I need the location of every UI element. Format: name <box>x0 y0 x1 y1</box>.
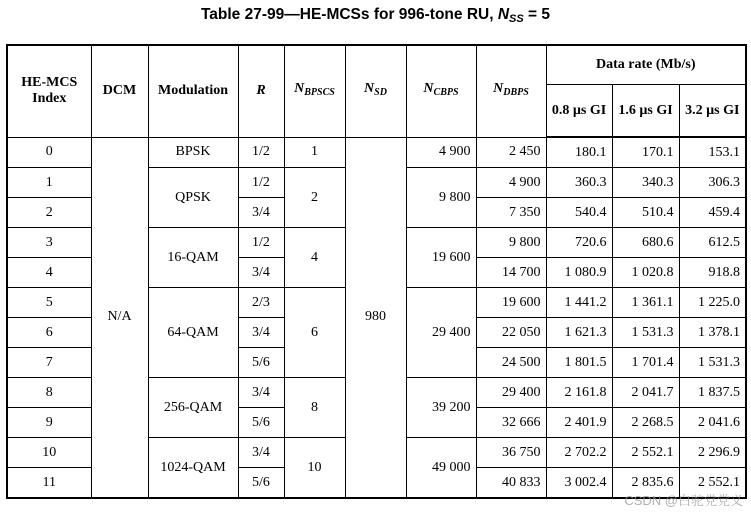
mcs-index: 10 <box>7 438 91 468</box>
table-header <box>7 45 746 137</box>
modulation-cell: 256-QAM <box>148 378 238 438</box>
nbpscs-cell: 4 <box>284 228 345 288</box>
modulation-cell: BPSK <box>148 137 238 168</box>
rate-gi-32: 306.3 <box>679 168 746 198</box>
rate-gi-08: 3 002.4 <box>546 468 612 499</box>
rate-gi-32: 2 552.1 <box>679 468 746 499</box>
rate-gi-32: 2 296.9 <box>679 438 746 468</box>
rate-gi-08: 1 801.5 <box>546 348 612 378</box>
nbpscs-cell: 10 <box>284 438 345 499</box>
mcs-index: 3 <box>7 228 91 258</box>
header-ncbps: $N_{CBPS}$ <box>406 45 476 137</box>
ndbps-cell: 36 750 <box>476 438 546 468</box>
ncbps-cell: 49 000 <box>406 438 476 499</box>
nbpscs-cell: 2 <box>284 168 345 228</box>
rate-gi-16: 170.1 <box>612 137 679 168</box>
rate-gi-08: 1 080.9 <box>546 258 612 288</box>
rate-gi-08: 1 621.3 <box>546 318 612 348</box>
table-row <box>7 137 746 168</box>
mcs-index: 5 <box>7 288 91 318</box>
header-dcm: DCM <box>91 45 148 137</box>
rate-gi-32: 459.4 <box>679 198 746 228</box>
mcs-index: 7 <box>7 348 91 378</box>
header-gi-32: 3.2 µs GI <box>679 85 746 138</box>
dcm-cell: N/A <box>91 137 148 498</box>
caption-prefix: Table 27-99—HE-MCSs for 996-tone RU, <box>200 6 498 23</box>
header-gi-08: 0.8 µs GI <box>546 85 612 138</box>
rate-gi-08: 540.4 <box>546 198 612 228</box>
header-ndbps: $N_{DBPS}$ <box>476 45 546 137</box>
ndbps-cell: 24 500 <box>476 348 546 378</box>
rate-gi-08: 2 702.2 <box>546 438 612 468</box>
rate-cell: 3/4 <box>238 258 284 288</box>
rate-cell: 3/4 <box>238 318 284 348</box>
modulation-cell: QPSK <box>148 168 238 228</box>
rate-cell: 1/2 <box>238 137 284 168</box>
modulation-cell: 1024-QAM <box>148 438 238 499</box>
rate-gi-16: 1 701.4 <box>612 348 679 378</box>
rate-gi-16: 2 041.7 <box>612 378 679 408</box>
rate-gi-32: 1 378.1 <box>679 318 746 348</box>
ndbps-cell: 2 450 <box>476 137 546 168</box>
rate-gi-32: 2 041.6 <box>679 408 746 438</box>
nbpscs-cell: 1 <box>284 137 345 168</box>
ndbps-cell: 19 600 <box>476 288 546 318</box>
rate-cell: 2/3 <box>238 288 284 318</box>
rate-gi-16: 2 835.6 <box>612 468 679 499</box>
rate-cell: 5/6 <box>238 408 284 438</box>
nbpscs-cell: 8 <box>284 378 345 438</box>
ndbps-cell: 29 400 <box>476 378 546 408</box>
header-modulation: Modulation <box>148 45 238 137</box>
rate-cell: 3/4 <box>238 378 284 408</box>
rate-gi-08: 180.1 <box>546 137 612 168</box>
rate-gi-08: 720.6 <box>546 228 612 258</box>
nsd-cell: 980 <box>345 137 406 498</box>
caption-nss-sub: SS <box>509 13 524 25</box>
ncbps-cell: 19 600 <box>406 228 476 288</box>
ncbps-cell: 4 900 <box>406 137 476 168</box>
mcs-index: 2 <box>7 198 91 228</box>
header-gi-16: 1.6 µs GI <box>612 85 679 138</box>
mcs-index: 0 <box>7 137 91 168</box>
rate-gi-08: 360.3 <box>546 168 612 198</box>
rate-gi-32: 1 531.3 <box>679 348 746 378</box>
ndbps-cell: 7 350 <box>476 198 546 228</box>
table-caption <box>0 4 751 30</box>
watermark: CSDN @白驼党党义 <box>624 493 743 508</box>
ncbps-cell: 29 400 <box>406 288 476 378</box>
modulation-cell: 16-QAM <box>148 228 238 288</box>
mcs-index: 6 <box>7 318 91 348</box>
ncbps-cell: 9 800 <box>406 168 476 228</box>
rate-gi-08: 1 441.2 <box>546 288 612 318</box>
mcs-index: 9 <box>7 408 91 438</box>
ndbps-cell: 32 666 <box>476 408 546 438</box>
rate-cell: 1/2 <box>238 168 284 198</box>
rate-cell: 3/4 <box>238 198 284 228</box>
rate-cell: 5/6 <box>238 348 284 378</box>
table-body <box>7 137 746 498</box>
rate-gi-16: 680.6 <box>612 228 679 258</box>
rate-gi-32: 153.1 <box>679 137 746 168</box>
mcs-index: 4 <box>7 258 91 288</box>
rate-gi-16: 2 268.5 <box>612 408 679 438</box>
rate-gi-16: 1 020.8 <box>612 258 679 288</box>
ndbps-cell: 4 900 <box>476 168 546 198</box>
header-nbpscs: $N_{BPSCS}$ <box>284 45 345 137</box>
rate-gi-16: 510.4 <box>612 198 679 228</box>
header-r: R <box>238 45 284 137</box>
rate-gi-32: 918.8 <box>679 258 746 288</box>
mcs-index: 1 <box>7 168 91 198</box>
ndbps-cell: 9 800 <box>476 228 546 258</box>
ndbps-cell: 22 050 <box>476 318 546 348</box>
ndbps-cell: 40 833 <box>476 468 546 499</box>
header-data-rate: Data rate (Mb/s) <box>546 45 746 85</box>
rate-gi-16: 2 552.1 <box>612 438 679 468</box>
caption-nss-symbol: N <box>497 6 510 23</box>
mcs-index: 8 <box>7 378 91 408</box>
rate-cell: 3/4 <box>238 438 284 468</box>
rate-cell: 5/6 <box>238 468 284 499</box>
rate-gi-16: 1 531.3 <box>612 318 679 348</box>
header-index: HE-MCS Index <box>7 45 91 137</box>
mcs-index: 11 <box>7 468 91 499</box>
rate-cell: 1/2 <box>238 228 284 258</box>
modulation-cell: 64-QAM <box>148 288 238 378</box>
rate-gi-16: 1 361.1 <box>612 288 679 318</box>
mcs-table <box>6 44 747 499</box>
caption-suffix: = 5 <box>523 6 551 23</box>
rate-gi-08: 2 401.9 <box>546 408 612 438</box>
ncbps-cell: 39 200 <box>406 378 476 438</box>
ndbps-cell: 14 700 <box>476 258 546 288</box>
rate-gi-32: 1 837.5 <box>679 378 746 408</box>
header-nsd: $N_{SD}$ <box>345 45 406 137</box>
rate-gi-16: 340.3 <box>612 168 679 198</box>
nbpscs-cell: 6 <box>284 288 345 378</box>
rate-gi-32: 1 225.0 <box>679 288 746 318</box>
rate-gi-08: 2 161.8 <box>546 378 612 408</box>
rate-gi-32: 612.5 <box>679 228 746 258</box>
